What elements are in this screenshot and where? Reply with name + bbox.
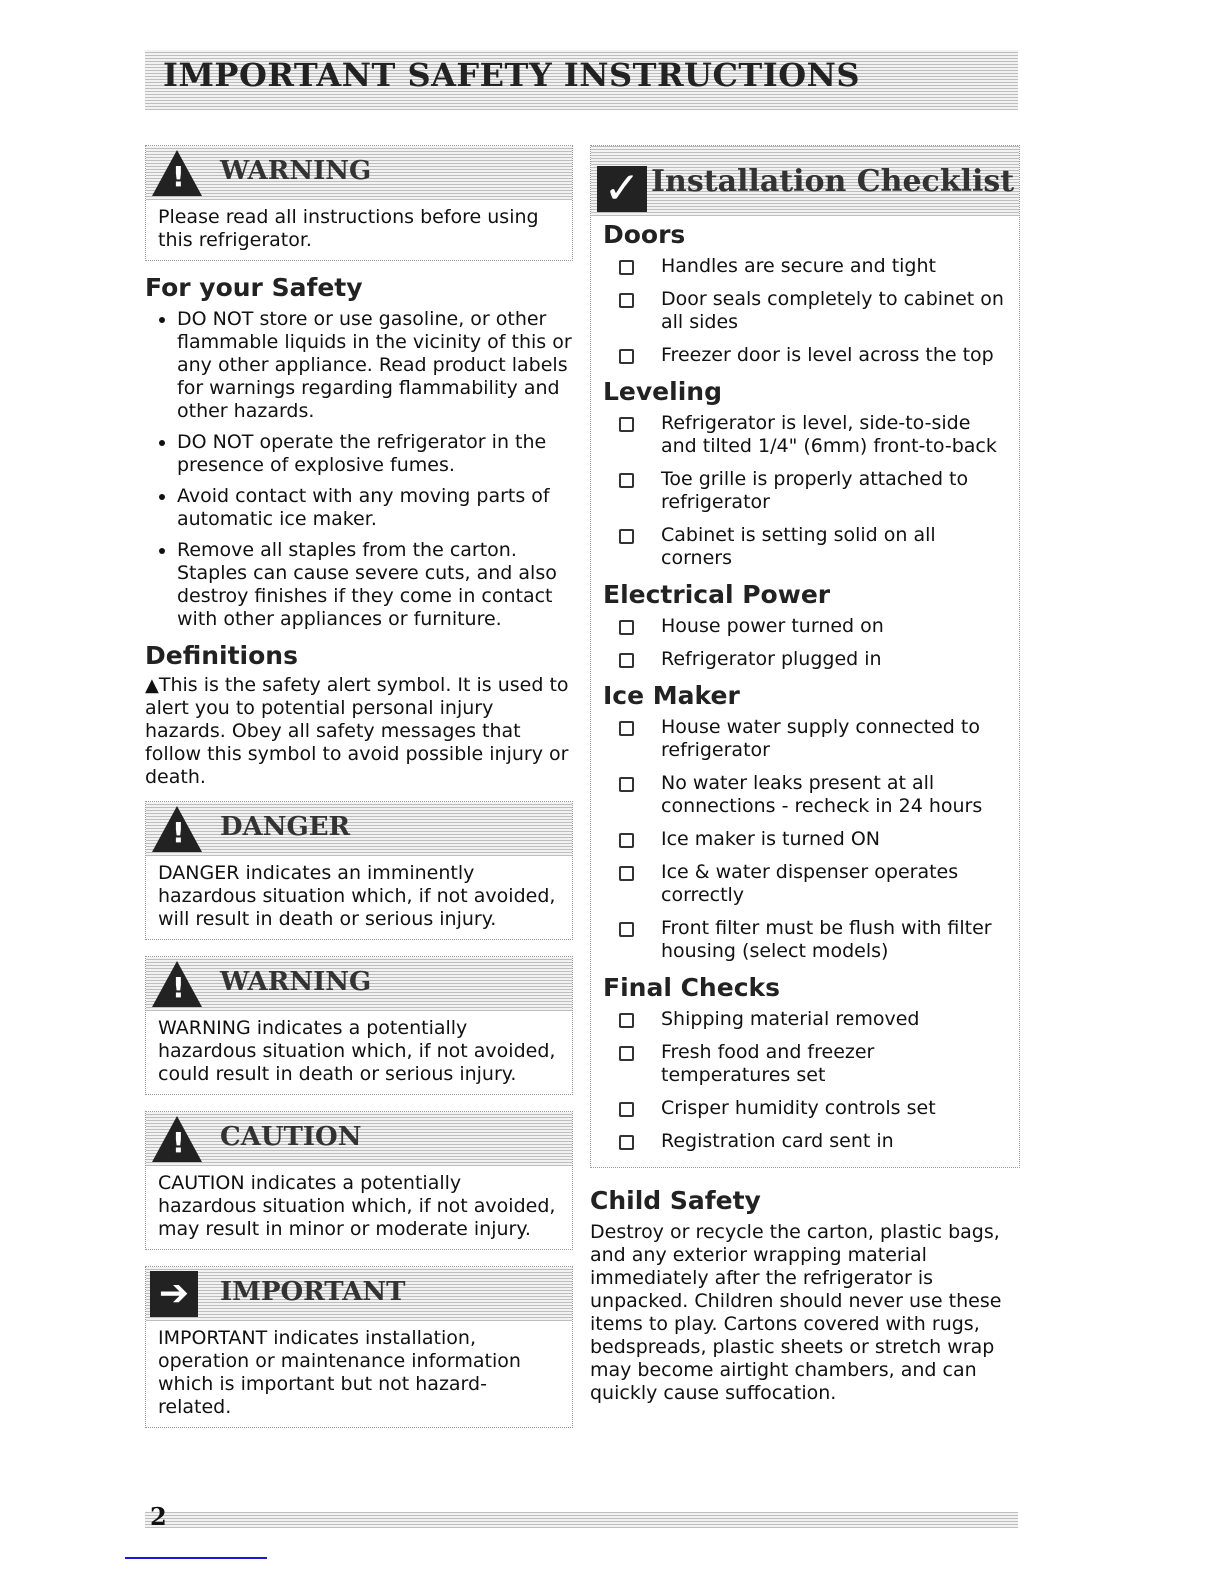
checklist-item[interactable]: No water leaks present at all connections - recheck in 24 hours [617,772,1007,818]
for-safety-section [145,273,573,639]
child-safety-section [590,1186,1020,1405]
warning-label: WARNING [220,967,372,997]
checklist-item[interactable]: Ice & water dispenser operates correctly [617,861,1007,907]
warning-triangle-icon [152,806,202,852]
child-safety-heading: Child Safety [590,1186,761,1215]
checklist-item[interactable]: Refrigerator is level, side-to-side and tilted 1/4" (6mm) front-to-back [617,412,1007,458]
danger-box [145,801,573,940]
checklist-item[interactable]: Refrigerator plugged in [617,648,1007,671]
arrow-right-icon: ➔ [150,1271,198,1317]
left-column [145,145,573,1428]
checklist-items [603,412,1007,570]
title-banner [145,50,1018,110]
checklist-items [603,1008,1007,1153]
checklist-item[interactable]: Cabinet is setting solid on all corners [617,524,1007,570]
danger-label: DANGER [220,812,351,842]
page-title: IMPORTANT SAFETY INSTRUCTIONS [163,56,860,94]
warning-label: WARNING [220,156,372,186]
checklist-items [603,615,1007,671]
checklist-title: Installation Checklist [651,164,1015,199]
warning-text: WARNING indicates a potentially hazardous situation which, if not avoided, could result in death or serious injury. [148,1011,570,1092]
installation-checklist-box [590,145,1020,1168]
checklist-section-heading: Doors [603,220,686,249]
checklist-item[interactable]: Shipping material removed [617,1008,1007,1031]
caution-label: CAUTION [220,1122,362,1152]
checklist-item[interactable]: Front filter must be flush with filter housing (select models) [617,917,1007,963]
caution-box [145,1111,573,1250]
checklist-items [603,716,1007,963]
safety-item: • Avoid contact with any moving parts of automatic ice maker. [177,485,573,531]
checklist-item[interactable]: Crisper humidity controls set [617,1097,1007,1120]
checklist-item[interactable]: Fresh food and freezer temperatures set [617,1041,1007,1087]
checkmark-icon: ✓ [597,166,647,212]
important-text: IMPORTANT indicates installation, operation or maintenance information which is important but not hazard-related. [148,1321,570,1425]
warning-intro-box [145,145,573,261]
safety-alert-icon: ▲ [145,675,159,696]
footer-band [145,1512,1018,1528]
for-safety-heading: For your Safety [145,273,363,302]
checklist-items [603,255,1007,367]
caution-text: CAUTION indicates a potentially hazardous situation which, if not avoided, may result in minor or moderate injury. [148,1166,570,1247]
checklist-section-heading: Leveling [603,377,722,406]
checklist-section-heading: Electrical Power [603,580,831,609]
checklist-item[interactable]: Freezer door is level across the top [617,344,1007,367]
child-safety-text: Destroy or recycle the carton, plastic bags, and any exterior wrapping material immediately after the refrigerator is unpacked. Children should never use these items to play. Cartons covered with rugs, bedspreads, plastic sheets or stretch wrap may become airtight chambers, and can quickly cause suffocation. [590,1221,1002,1404]
checklist-item[interactable]: Handles are secure and tight [617,255,1007,278]
safety-item: • DO NOT store or use gasoline, or other flammable liquids in the vicinity of this or any other appliance. Read product labels for warnings regarding flammability and other hazards. [177,308,573,423]
warning-intro-text: Please read all instructions before using this refrigerator. [148,200,570,258]
definitions-text: This is the safety alert symbol. It is used to alert you to potential personal injury hazards. Obey all safety messages that follow this symbol to avoid possible injury or death. [145,674,569,788]
checklist-item[interactable]: Toe grille is properly attached to refrigerator [617,468,1007,514]
checklist-section-heading: Final Checks [603,973,781,1002]
definitions-section [145,641,573,789]
warning-triangle-icon [152,961,202,1007]
warning-triangle-icon [152,150,202,196]
checklist-section-heading: Ice Maker [603,681,740,710]
warning-triangle-icon [152,1116,202,1162]
checklist-item[interactable]: Ice maker is turned ON [617,828,1007,851]
safety-item: • Remove all staples from the carton. Staples can cause severe cuts, and also destroy finishes if they come in contact with other appliances or furniture. [177,539,573,631]
danger-text: DANGER indicates an imminently hazardous situation which, if not avoided, will result in death or serious injury. [148,856,570,937]
safety-item: • DO NOT operate the refrigerator in the presence of explosive fumes. [177,431,573,477]
checklist-item[interactable]: Door seals completely to cabinet on all sides [617,288,1007,334]
checklist-content [591,216,1019,1167]
divider-line [125,1557,267,1559]
warning-box [145,956,573,1095]
checklist-item[interactable]: House power turned on [617,615,1007,638]
page-number: 2 [150,1502,167,1531]
checklist-item[interactable]: House water supply connected to refrigerator [617,716,1007,762]
important-box [145,1266,573,1428]
checklist-item[interactable]: Registration card sent in [617,1130,1007,1153]
right-column [590,145,1020,1405]
definitions-heading: Definitions [145,641,298,670]
important-label: IMPORTANT [220,1277,406,1307]
